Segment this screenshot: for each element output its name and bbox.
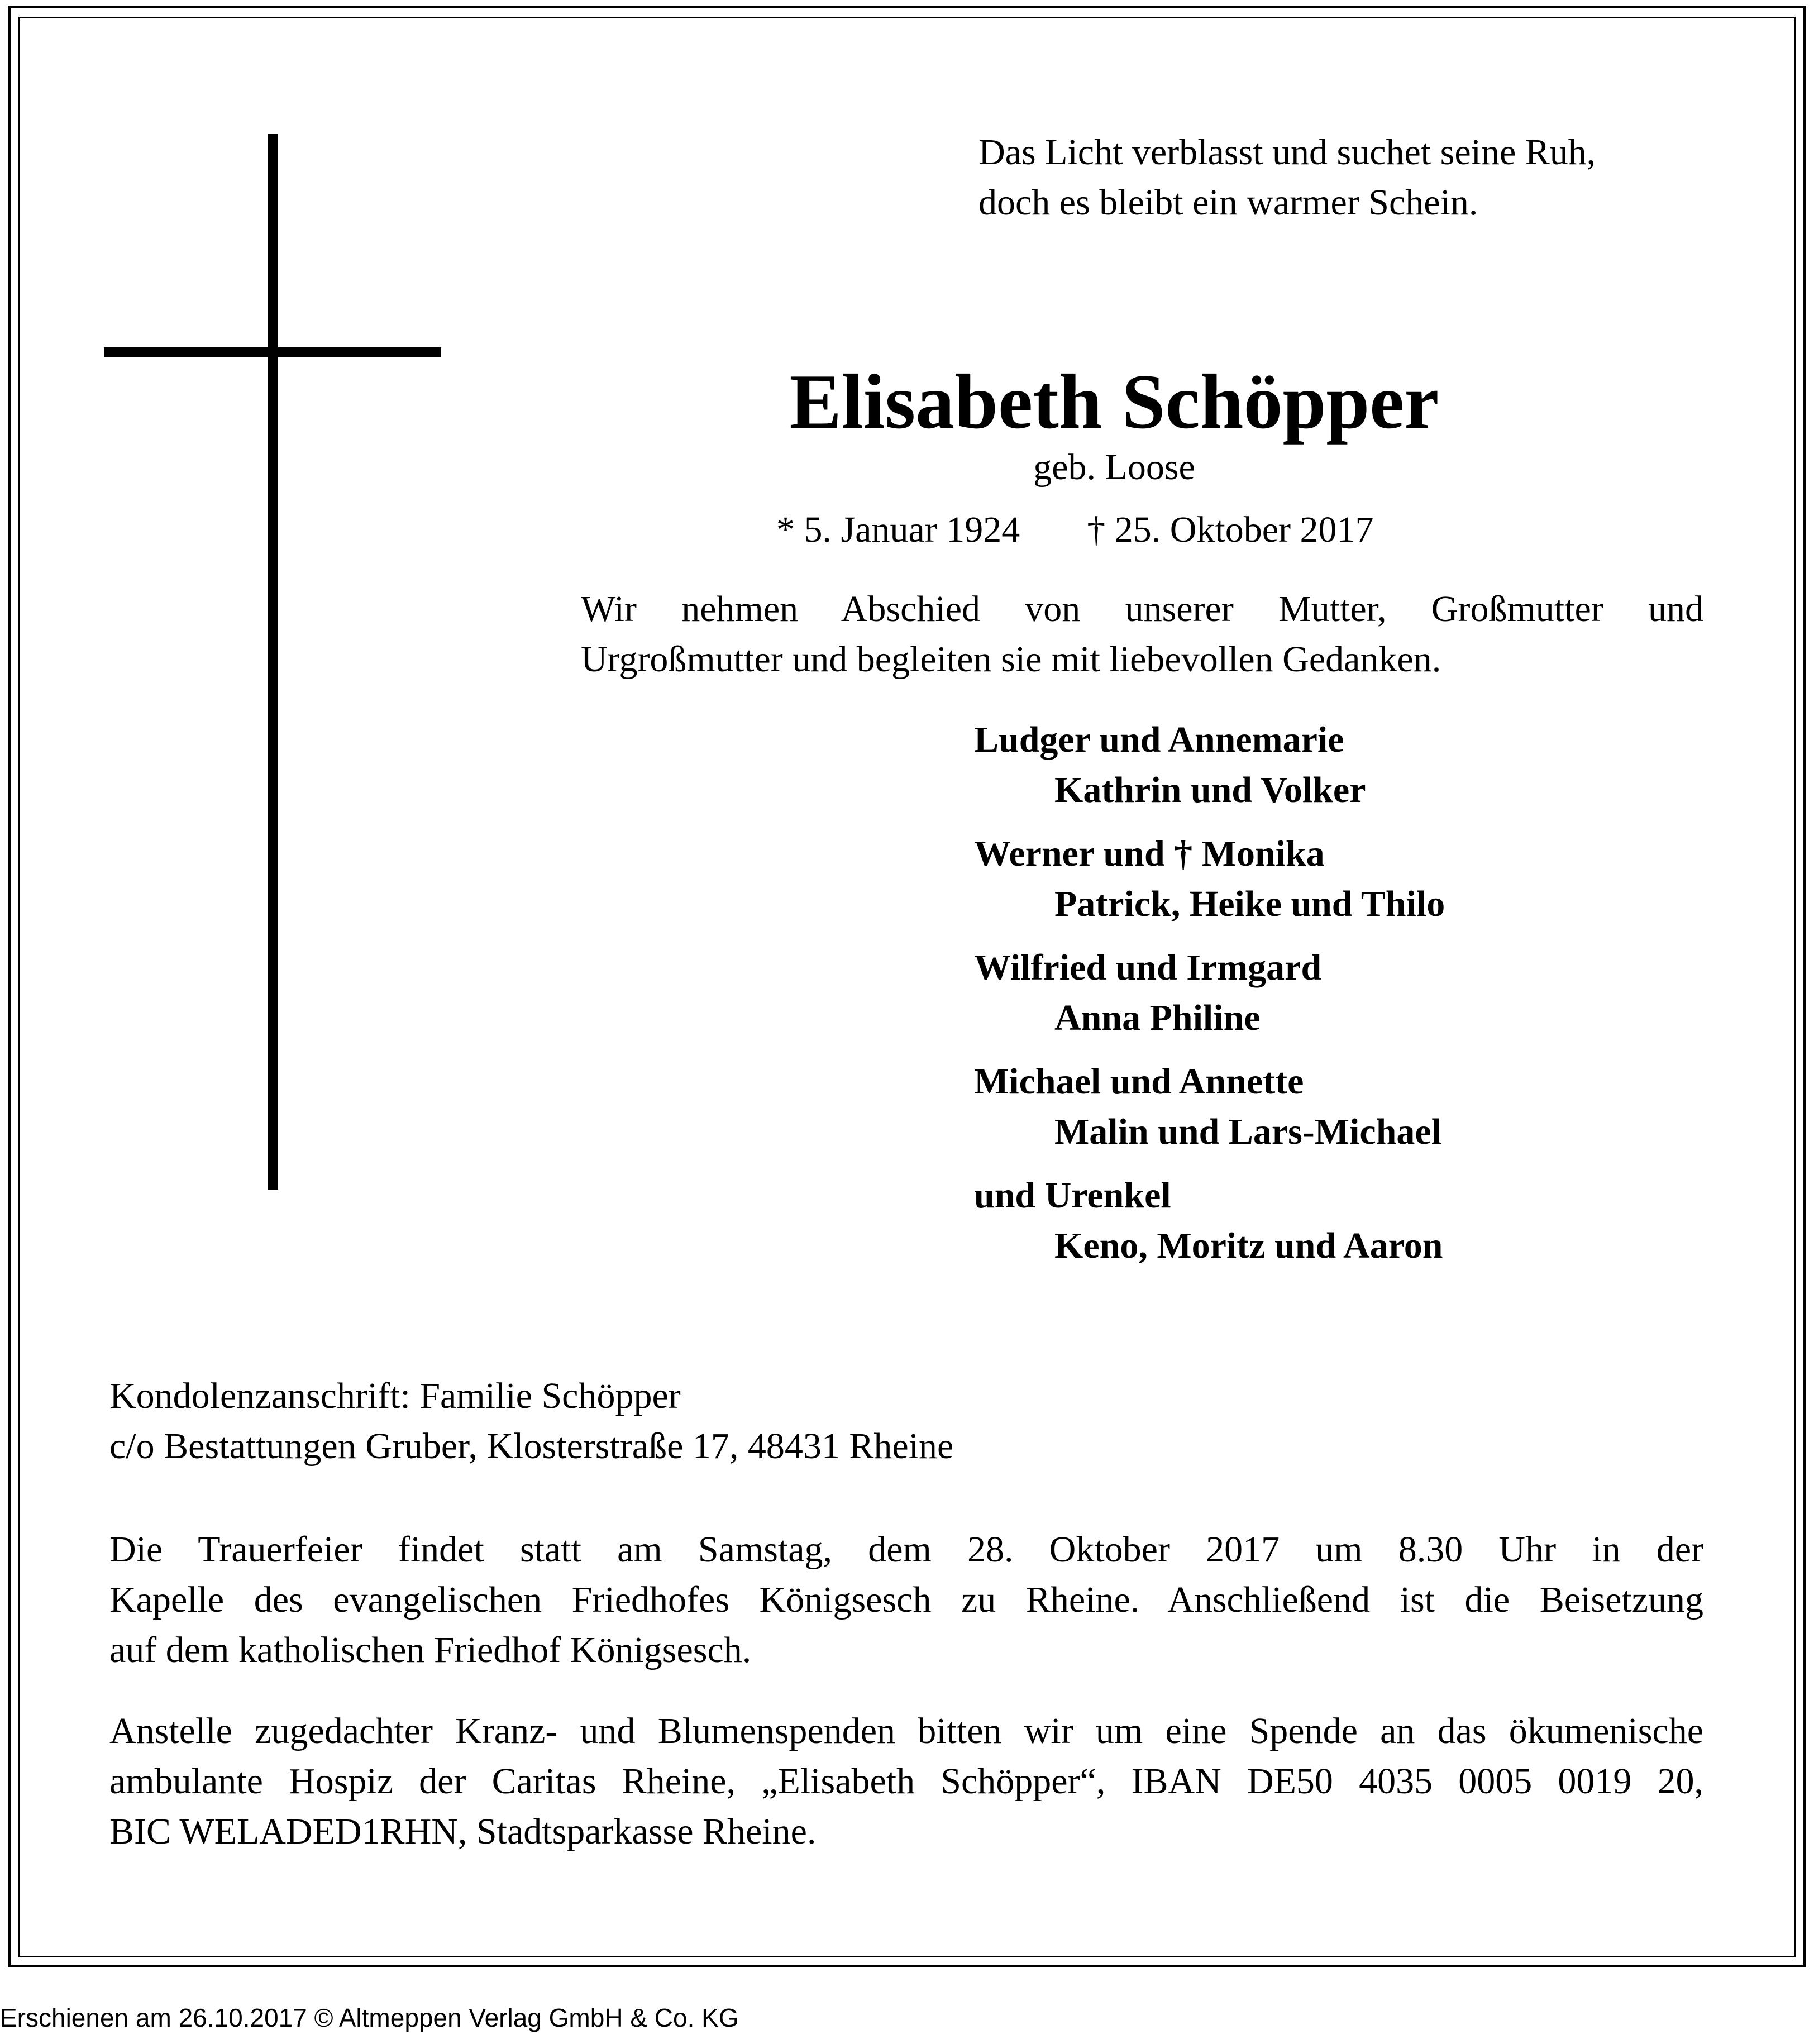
family-children: Keno, Moritz und Aaron	[1054, 1225, 1443, 1266]
family-group	[974, 1057, 1445, 1157]
donation-line: BIC WELADED1RHN, Stadtsparkasse Rheine.	[109, 1811, 817, 1852]
family-parents: und Urenkel	[974, 1175, 1171, 1216]
family-group	[974, 715, 1445, 815]
family-children: Malin und Lars-Michael	[1054, 1111, 1442, 1152]
deceased-name: Elisabeth Schöpper	[789, 359, 1439, 445]
birth-date: * 5. Januar 1924	[776, 509, 1020, 550]
donation-line: ambulante Hospiz der Caritas Rheine, „Elisabeth Schöpper“, IBAN DE50 4035 0005 0019 20,	[109, 1761, 1703, 1802]
death-date: † 25. Oktober 2017	[1087, 509, 1374, 550]
family-parents: Werner und † Monika	[974, 833, 1325, 874]
condolence-address	[109, 1371, 953, 1472]
family-group	[974, 829, 1445, 929]
verse-line: Das Licht verblasst und suchet seine Ruh,	[978, 132, 1596, 173]
ceremony-line: Kapelle des evangelischen Friedhofes Königsesch zu Rheine. Anschließend ist die Beisetzung	[109, 1579, 1703, 1620]
address-line: c/o Bestattungen Gruber, Klosterstraße 17, 48431 Rheine	[109, 1426, 954, 1467]
verse	[978, 127, 1596, 228]
farewell-line: Wir nehmen Abschied von unserer Mutter, Großmutter und	[581, 589, 1703, 629]
donation-text	[109, 1706, 1703, 1857]
verse-line: doch es bleibt ein warmer Schein.	[978, 182, 1478, 223]
cross-icon-bar	[104, 347, 441, 357]
ceremony-line: Die Trauerfeier findet statt am Samstag, dem 28. Oktober 2017 um 8.30 Uhr in der	[109, 1529, 1703, 1570]
family-children: Kathrin und Volker	[1054, 770, 1366, 810]
cross-icon	[268, 134, 278, 1190]
family-children: Anna Philine	[1054, 997, 1261, 1038]
donation-line: Anstelle zugedachter Kranz- und Blumenspenden bitten wir um eine Spende an das ökumenische	[109, 1711, 1703, 1751]
family-group	[974, 943, 1445, 1043]
birth-name: geb. Loose	[1033, 447, 1195, 488]
family-children: Patrick, Heike und Thilo	[1054, 883, 1445, 924]
family-parents: Wilfried und Irmgard	[974, 947, 1322, 988]
family-group	[974, 1171, 1445, 1271]
ceremony-line: auf dem katholischen Friedhof Königsesch.	[109, 1630, 752, 1670]
address-line: Kondolenzanschrift: Familie Schöpper	[109, 1376, 681, 1416]
family-parents: Michael und Annette	[974, 1061, 1304, 1102]
farewell-line: Urgroßmutter und begleiten sie mit liebevollen Gedanken.	[581, 639, 1441, 680]
life-dates	[776, 505, 1374, 555]
publication-footer: Erschienen am 26.10.2017 © Altmeppen Verlag GmbH & Co. KG	[0, 2003, 739, 2032]
family-parents: Ludger und Annemarie	[974, 719, 1344, 760]
family-list	[974, 715, 1445, 1284]
ceremony-text	[109, 1525, 1703, 1675]
farewell-text	[581, 584, 1703, 685]
